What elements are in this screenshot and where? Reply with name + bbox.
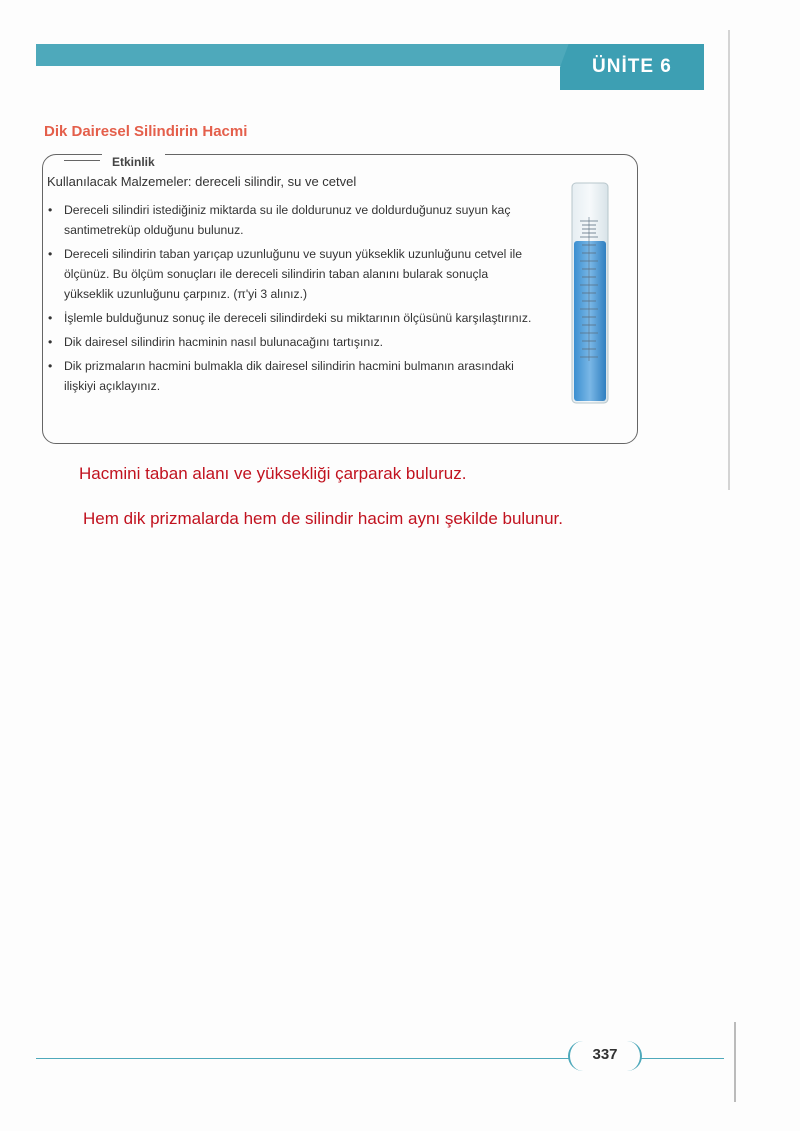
list-item: • Dik dairesel silindirin hacminin nasıl bulunacağını tartışınız. xyxy=(48,335,384,349)
unit-label: ÜNİTE 6 xyxy=(592,56,672,77)
list-item: • Dereceli silindirin taban yarıçap uzunluğunu ve suyun yükseklik uzunluğunu cetvel ile ölçünüz. Bu ölçüm sonuçları ile dereceli silindirin taban alanını bularak sonuçla yükseklik uzunluğunu çarpınız. (π'yi 3 alınız.) xyxy=(48,247,522,301)
list-item: • Dereceli silindiri istediğiniz miktarda su ile doldurunuz ve doldurduğunuz suyun kaç santimetreküp olduğunu bulunuz. xyxy=(48,203,511,237)
page-edge-bottom xyxy=(734,1022,736,1102)
list-item: • Dik prizmaların hacmini bulmakla dik dairesel silindirin hacmini bulmanın arasındaki ilişkiyi açıklayınız. xyxy=(48,359,514,393)
section-title: Dik Dairesel Silindirin Hacmi xyxy=(44,123,248,140)
answer-line-1: Hacmini taban alanı ve yüksekliği çarparak buluruz. xyxy=(79,464,467,483)
activity-list xyxy=(48,200,536,400)
materials-text: Kullanılacak Malzemeler: dereceli silindir, su ve cetvel xyxy=(47,174,357,189)
list-item-text: Dik dairesel silindirin hacminin nasıl bulunacağını tartışınız. xyxy=(64,335,384,349)
activity-label: Etkinlik xyxy=(102,153,165,171)
list-item-text: İşlemle bulduğunuz sonuç ile dereceli silindirdeki su miktarının ölçüsünü karşılaştırınız. xyxy=(64,311,532,325)
list-item-text: Dereceli silindiri istediğiniz miktarda su ile doldurunuz ve doldurduğunuz suyun kaç santimetreküp olduğunu bulunuz. xyxy=(64,203,511,237)
list-item: • İşlemle bulduğunuz sonuç ile dereceli silindirdeki su miktarının ölçüsünü karşılaştırınız. xyxy=(48,311,532,325)
list-item-text: Dereceli silindirin taban yarıçap uzunluğunu ve suyun yükseklik uzunluğunu cetvel ile ölçünüz. Bu ölçüm sonuçları ile dereceli silindirin taban alanını bularak sonuçla yükseklik uzunluğunu çarpınız. (π'yi 3 alınız.) xyxy=(64,247,522,301)
page-edge xyxy=(728,30,730,490)
answer-line-2: Hem dik prizmalarda hem de silindir hacim aynı şekilde bulunur. xyxy=(83,509,563,528)
page-number: 337 xyxy=(592,1046,618,1063)
divider xyxy=(64,160,100,161)
graduated-cylinder-icon xyxy=(570,181,610,407)
list-item-text: Dik prizmaların hacmini bulmakla dik dairesel silindirin hacmini bulmanın arasındaki ilişkiyi açıklayınız. xyxy=(64,359,514,393)
